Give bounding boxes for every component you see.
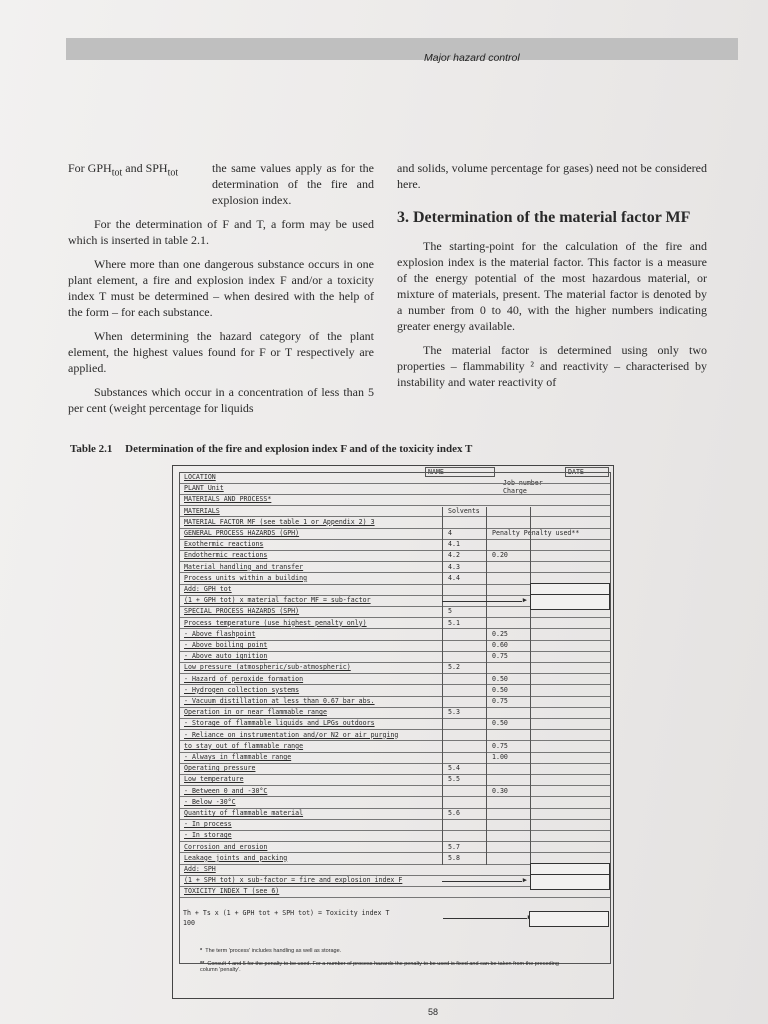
form-row — [180, 719, 610, 730]
form-row — [180, 619, 610, 630]
arrow-icon — [442, 601, 522, 602]
date-field: DATE — [565, 467, 609, 477]
result-box — [529, 911, 609, 927]
form-row — [180, 484, 610, 495]
form-row — [180, 652, 610, 663]
form-row — [180, 473, 610, 484]
form-row-label: PLANT Unit — [184, 484, 224, 493]
form-row-label: - Above flashpoint — [184, 629, 256, 638]
form-row-label: - In storage — [184, 831, 232, 840]
form-row-section: 4.1 — [448, 540, 460, 549]
form-row-label: - Between 0 and -30°C — [184, 786, 268, 795]
form-row-label: SPECIAL PROCESS HAZARDS (SPH) — [184, 607, 300, 616]
form-row-label: - Hydrogen collection systems — [184, 685, 300, 694]
table-number: Table 2.1 — [70, 443, 113, 455]
form-row-label: Low pressure (atmospheric/sub-atmospheric) — [184, 663, 351, 672]
form-row-label: Corrosion and erosion — [184, 842, 268, 851]
form-row-section: 5 — [448, 607, 452, 616]
form-row-label: Quantity of flammable material — [184, 809, 304, 817]
form-row — [180, 753, 610, 764]
form-row-section: 4.3 — [448, 562, 460, 571]
form-row-penalty: 0.75 — [492, 652, 508, 661]
gph-text: the same values apply as for the determination of the fire and explosion index. — [212, 161, 374, 207]
form-row — [180, 831, 610, 842]
page-number: 58 — [428, 1007, 439, 1017]
form-row-label: Process temperature (use highest penalty only) — [184, 618, 367, 627]
form-row — [180, 551, 610, 562]
form-row-penalty: Penalty Penalty used** — [492, 529, 580, 537]
form-row — [180, 540, 610, 551]
form-row — [180, 731, 610, 742]
form-row — [180, 686, 610, 697]
form-row-label: Add: SPH — [184, 865, 216, 873]
form-row — [180, 563, 610, 574]
form-row-label: Operating pressure — [184, 764, 256, 773]
form-row — [180, 675, 610, 686]
paragraph: The material factor is determined using only two properties – flammability ² and reactivity – characterised by instability and water reactivity of — [397, 343, 707, 389]
paragraph: When determining the hazard category of the plant element, the highest values found for F or T respectively are applied. — [68, 329, 374, 375]
right-column — [397, 160, 707, 398]
form-row-section: 5.4 — [448, 764, 460, 773]
form-row-label: - Hazard of peroxide formation — [184, 674, 304, 683]
form-row-label: - In process — [184, 820, 232, 829]
form-row-label: - Reliance on instrumentation and/or N2 or air purging — [184, 730, 399, 739]
form-row-label: MATERIAL FACTOR MF (see table 1 or Appendix 2) 3 — [184, 517, 375, 526]
form-row-penalty: 0.20 — [492, 551, 508, 560]
paragraph: For the determination of F and T, a form may be used which is inserted in table 2.1. — [68, 217, 374, 247]
form-row-section: 5.3 — [448, 708, 460, 717]
form-row-section: 5.5 — [448, 775, 460, 784]
arrow-icon — [443, 918, 527, 919]
paragraph: The starting-point for the calculation of the fire and explosion index is the material factor. This factor is a measure of the energy potential of the most hazardous material, or mixture of materials, present. The material factor is denoted by a number from 0 to 40, with the higher numbers indicating greater energy available. — [397, 239, 707, 333]
form-row — [180, 798, 610, 809]
paragraph: Substances which occur in a concentration of less than 5 per cent (weight percentage for liquids — [68, 385, 374, 415]
used-col-line — [530, 507, 531, 865]
sec-col-line — [442, 507, 443, 865]
form-row — [180, 495, 610, 506]
form-row-label: - Storage of flammable liquids and LPGs outdoors — [184, 719, 375, 728]
form-row-section: 5.6 — [448, 809, 460, 817]
result-box — [530, 594, 610, 610]
result-box — [530, 874, 610, 890]
footnote: * The term 'process' includes handling as well as storage. — [200, 948, 342, 954]
form-row — [180, 507, 610, 518]
form-row-label: - Always in flammable range — [184, 753, 292, 761]
form-row-label: - Above boiling point — [184, 641, 268, 649]
form-row-label: TOXICITY INDEX T (see 6) — [184, 887, 280, 896]
form-row-label: (1 + GPH tot) x material factor MF = sub-factor — [184, 596, 371, 605]
form-row-penalty: 0.50 — [492, 685, 508, 694]
form-row-label: (1 + SPH tot) x sub-factor = fire and explosion index F — [184, 876, 403, 885]
form-row — [180, 843, 610, 854]
arrow-icon — [442, 881, 522, 882]
gph-definition — [68, 160, 374, 208]
form-row — [180, 697, 610, 708]
form-row-label: - Vacuum distillation at less than 0.67 bar abs. — [184, 697, 375, 705]
form-row-section: 5.8 — [448, 853, 460, 862]
form-row — [180, 775, 610, 786]
form-row-section: 4.4 — [448, 573, 460, 582]
form-row-label: Endothermic reactions — [184, 551, 268, 560]
form-row — [180, 809, 610, 820]
form-row-label: Operation in or near flammable range — [184, 708, 327, 717]
pen-col-line — [486, 507, 487, 865]
toxicity-formula: Th + Ts x (1 + GPH tot + SPH tot) = Toxicity index T 100 — [183, 909, 390, 927]
form-row — [180, 787, 610, 798]
table-title: Determination of the fire and explosion index F and of the toxicity index T — [125, 443, 473, 455]
job-number: Job number Charge — [503, 479, 543, 495]
form-row-penalty: 0.30 — [492, 786, 508, 795]
form-row-penalty: 0.50 — [492, 719, 508, 728]
form-row-label: MATERIALS — [184, 506, 220, 515]
form-row — [180, 764, 610, 775]
form-row-section: Solvents — [448, 506, 480, 515]
form-row-section: 4 — [448, 529, 452, 537]
form-row-section: 5.1 — [448, 618, 460, 627]
form-row — [180, 742, 610, 753]
form-row-label: Material handling and transfer — [184, 562, 304, 571]
footnotes — [200, 948, 560, 980]
form-row-label: to stay out of flammable range — [184, 741, 304, 750]
form-row — [180, 630, 610, 641]
form-row-label: GENERAL PROCESS HAZARDS (GPH) — [184, 529, 300, 537]
table-caption — [70, 443, 472, 455]
form-row-label: LOCATION — [184, 473, 216, 481]
paragraph: and solids, volume percentage for gases) need not be considered here. — [397, 161, 707, 191]
form-row — [180, 820, 610, 831]
form-row-label: Leakage joints and packing — [184, 853, 288, 862]
form-row-label: Process units within a building — [184, 573, 308, 582]
form-row — [180, 641, 610, 652]
form-row-penalty: 0.60 — [492, 641, 508, 649]
form-row-label: Exothermic reactions — [184, 540, 264, 549]
form-row-section: 5.2 — [448, 663, 460, 672]
form-row-label: Low temperature — [184, 775, 244, 784]
form-row-label: - Below -30°C — [184, 797, 236, 806]
form-row — [180, 708, 610, 719]
running-header: Major hazard control — [424, 52, 520, 64]
section-title: 3. Determination of the material factor MF — [397, 209, 691, 226]
form-row-penalty: 0.75 — [492, 697, 508, 705]
form-row-section: 5.7 — [448, 842, 460, 851]
form-row-penalty: 1.00 — [492, 753, 508, 761]
form-row — [180, 663, 610, 674]
form-row-penalty: 0.25 — [492, 629, 508, 638]
form-row-section: 4.2 — [448, 551, 460, 560]
name-field: NAME — [425, 467, 495, 477]
form-row — [180, 518, 610, 529]
form-rows — [179, 472, 611, 964]
header-bar — [66, 38, 738, 60]
left-column — [68, 160, 374, 424]
footnote: ** Consult 4 and 5 for the penalty to be used. For a number of process hazards the penalty to be used is fixed and can be taken from the preceding column 'penalty'. — [200, 961, 559, 973]
gph-label: For $GPH_{tot}$ and $SPH_{tot}$ — [68, 161, 179, 179]
form-row — [180, 529, 610, 540]
form-row-penalty: 0.50 — [492, 674, 508, 683]
form-row-label: MATERIALS AND PROCESS* — [184, 495, 272, 504]
hazard-form — [172, 465, 614, 999]
form-row-label: Add: GPH tot — [184, 585, 232, 593]
form-row-penalty: 0.75 — [492, 741, 508, 750]
paragraph: Where more than one dangerous substance occurs in one plant element, a fire and explosion index F and/or a toxicity index T must be determined – when desired with the help of the form – for each substance. — [68, 257, 374, 319]
form-row-label: - Above auto ignition — [184, 652, 268, 661]
